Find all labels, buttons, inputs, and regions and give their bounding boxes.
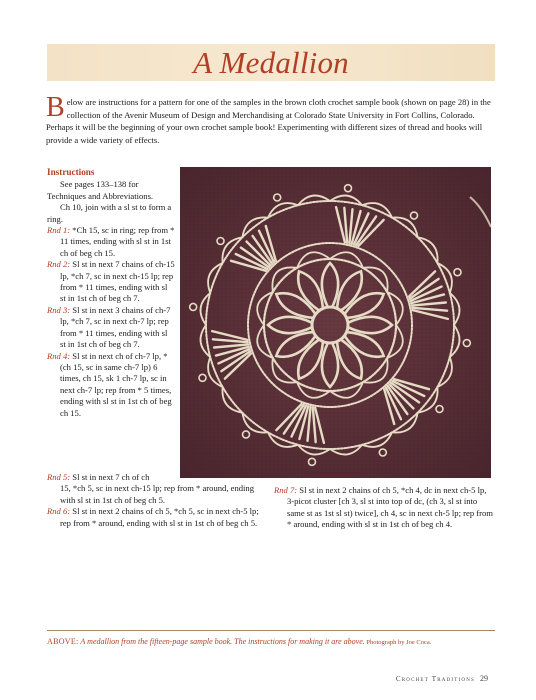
round-2	[47, 259, 175, 305]
instructions-intro: See pages 133–138 for Techniques and Abbreviations.	[47, 179, 154, 201]
photo-credit: Photograph by Joe Coca.	[364, 639, 432, 646]
round-text: Sl st in next 3 chains of ch-7 lp, *ch 7, sc in next ch-7 lp; rep from * 11 times, ending with sl st in 1st ch of beg ch 7.	[60, 304, 171, 350]
page-number: 29	[480, 674, 488, 683]
round-3	[47, 305, 175, 351]
round-label: Rnd 1:	[47, 225, 71, 236]
right-text-column	[274, 485, 494, 531]
book-title: Crochet Traditions	[395, 675, 475, 683]
instructions-heading: Instructions	[47, 167, 95, 177]
instructions-column	[47, 167, 175, 419]
round-text: Sl st in next 7 chains of ch-15 lp, *ch 7, sc in next ch-15 lp; rep from * 11 times, ending with sl st in 1st ch of beg ch 7.	[60, 259, 175, 304]
medallion-photo	[180, 167, 491, 478]
page-footer	[396, 674, 488, 683]
round-7	[274, 485, 494, 531]
round-label: Rnd 6:	[47, 506, 71, 517]
caption-text: A medallion from the fifteen-page sample book. The instructions for making it are above.	[78, 637, 365, 646]
round-text: *Ch 15, sc in ring; rep from * 11 times, ending with sl st in 1st ch of beg ch 15.	[60, 225, 175, 258]
round-label: Rnd 4:	[47, 350, 71, 361]
round-6	[47, 506, 269, 529]
round-1	[47, 225, 175, 259]
photo-caption	[47, 637, 507, 648]
round-4	[47, 351, 175, 419]
round-label: Rnd 7:	[274, 485, 298, 495]
round-label: Rnd 2:	[47, 259, 71, 270]
round-text: Sl st in next ch of ch-7 lp, *(ch 15, sc in same ch-7 lp) 6 times, ch 15, sk 1 ch-7 lp, sc in next ch-7 lp; rep from * 5 times, ending with sl st in 1st ch of beg ch 15.	[60, 350, 172, 418]
caption-label: ABOVE:	[47, 637, 79, 646]
round-5-continued: 15, *ch 5, sc in next ch-15 lp; rep from * around, ending with sl st in 1st ch of beg ch 5.	[60, 483, 255, 505]
round-5	[47, 472, 269, 483]
intro-text: elow are instructions for a pattern for one of the samples in the brown cloth crochet sample book (shown on page 28) in the collection of the Avenir Museum of Design and Merchandising at Colorado State University in Fort Collins, Colorado. Perhaps it will be the beginning of your own crochet sample book! Experimenting with different sizes of thread and hooks will provide a wide variety of effects.	[46, 97, 491, 145]
title-banner	[47, 44, 495, 81]
drop-cap: B	[46, 92, 65, 123]
page-title: A Medallion	[193, 45, 349, 80]
round-label: Rnd 5:	[47, 472, 71, 482]
caption-divider	[47, 630, 495, 631]
round-text: Sl st in next 2 chains of ch 5, *ch 4, dc in next ch-5 lp, 3-picot cluster [ch 3, sl st into top of dc, (ch 3, sl st into same st as 1st sl st) twice], ch 4, sc in next ch-5 lp; rep from * around, ending with sl st in 1st ch of beg ch 4.	[287, 485, 493, 530]
round-text: Sl st in next 2 chains of ch 5, *ch 5, sc in next ch-5 lp; rep from * around, ending with sl st in 1st ch of beg ch 5.	[60, 506, 259, 528]
round-text: Sl st in next 7 ch of ch	[70, 472, 150, 482]
round-label: Rnd 3:	[47, 304, 71, 315]
intro-paragraph	[46, 92, 498, 146]
left-text-column	[47, 472, 269, 529]
instructions-start: Ch 10, join with a sl st to form a ring.	[47, 202, 172, 224]
